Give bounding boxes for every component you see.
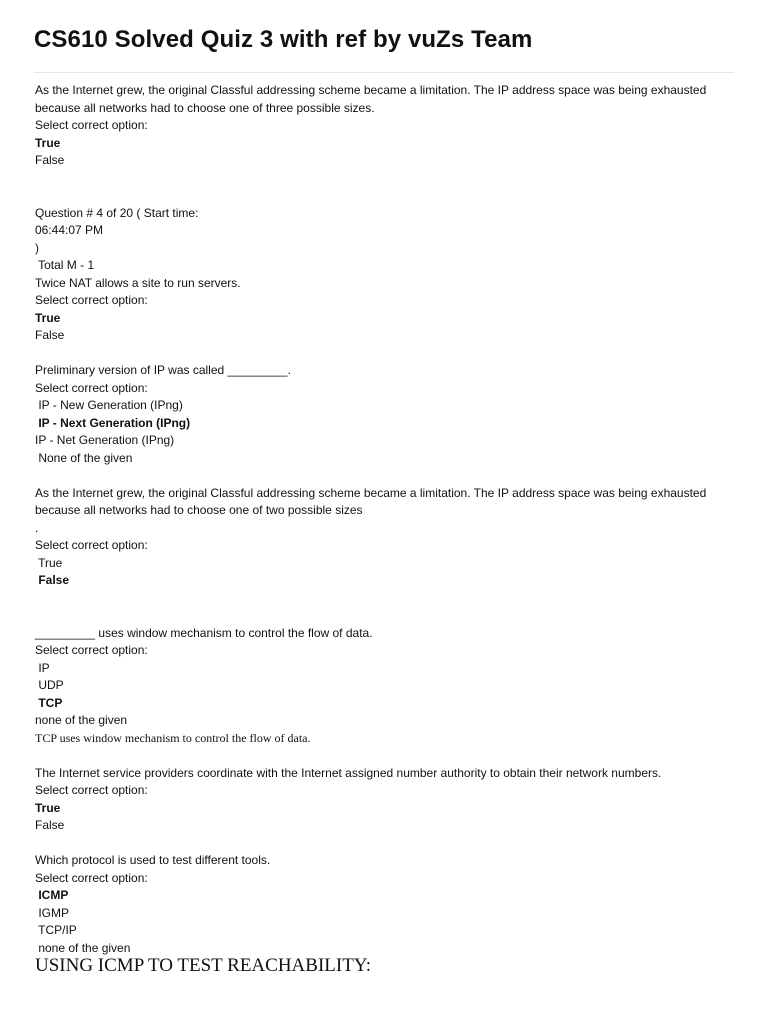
blank-line — [35, 607, 735, 625]
text-line: Select correct option: — [35, 538, 148, 552]
text-line: Twice NAT allows a site to run servers. — [35, 275, 241, 290]
text-line: True — [35, 555, 63, 570]
blank-line — [35, 170, 735, 188]
text-line: ) — [35, 240, 39, 255]
page-title: CS610 Solved Quiz 3 with ref by vuZs Team — [34, 26, 533, 53]
text-line: The Internet service providers coordinate with the Internet assigned number authority to obtain their network numbers. — [35, 765, 662, 780]
text-line: _________ uses window mechanism to control the flow of data. — [35, 625, 373, 640]
answer-line: True — [35, 310, 61, 325]
text-line: . — [35, 520, 39, 535]
answer-line: ICMP — [35, 888, 69, 902]
text-line: IP - Net Generation (IPng) — [35, 433, 175, 447]
text-line: Which protocol is used to test different tools. — [35, 853, 271, 867]
text-line: Preliminary version of IP was called _________. — [35, 363, 291, 377]
text-line: IP — [35, 660, 50, 675]
blank-line — [35, 467, 735, 485]
text-line: As the Internet grew, the original Classful addressing scheme became a limitation. The IP address space was being exhausted because all networks had to choose one of two possible sizes — [35, 485, 707, 517]
text-line: Total M - 1 — [35, 258, 95, 272]
text-line: Select correct option: — [35, 783, 148, 797]
blank-line — [35, 187, 735, 205]
text-line: none of the given — [35, 713, 128, 727]
text-line: UDP — [35, 678, 64, 692]
answer-line: True — [35, 135, 61, 150]
quiz-content — [35, 82, 735, 977]
text-line: Select correct option: — [35, 380, 148, 395]
text-line: Question # 4 of 20 ( Start time: — [35, 205, 199, 220]
answer-line: False — [35, 573, 70, 587]
section-heading: USING ICMP TO TEST REACHABILITY: — [35, 955, 372, 976]
text-line: TCP/IP — [35, 923, 77, 937]
answer-line: TCP — [35, 695, 63, 710]
text-line: TCP uses window mechanism to control the flow of data. — [35, 730, 311, 745]
blank-line — [35, 835, 735, 853]
text-line: Select correct option: — [35, 643, 148, 657]
text-line: Select correct option: — [35, 118, 148, 132]
text-line: Select correct option: — [35, 870, 148, 885]
answer-line: True — [35, 800, 61, 815]
text-line: Select correct option: — [35, 293, 148, 307]
text-line: False — [35, 328, 65, 342]
blank-line — [35, 747, 735, 765]
text-line: As the Internet grew, the original Classful addressing scheme became a limitation. The IP address space was being exhausted because all networks had to choose one of three possible sizes. — [35, 83, 707, 115]
blank-line — [35, 590, 735, 608]
text-line: none of the given — [35, 940, 131, 955]
text-line: None of the given — [35, 450, 133, 465]
text-line: False — [35, 153, 65, 167]
answer-line: IP - Next Generation (IPng) — [35, 415, 191, 430]
text-line: IGMP — [35, 905, 70, 920]
blank-line — [35, 345, 735, 363]
title-divider — [34, 72, 734, 73]
text-line: 06:44:07 PM — [35, 223, 104, 237]
text-line: IP - New Generation (IPng) — [35, 398, 183, 412]
text-line: False — [35, 818, 65, 832]
